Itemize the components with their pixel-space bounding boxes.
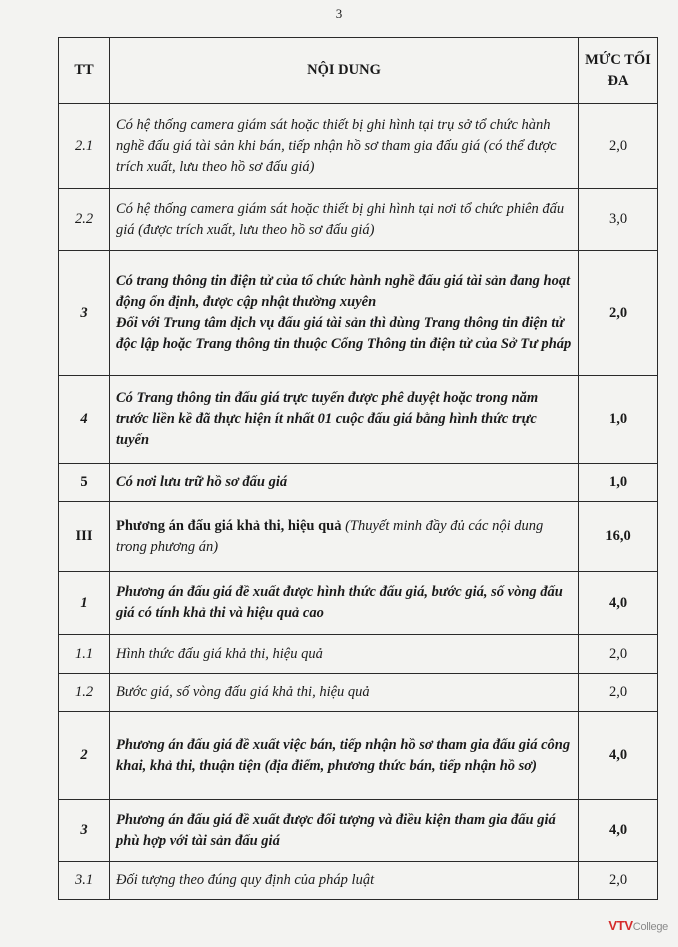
table-row [59,104,658,189]
row-content: Phương án đấu giá đề xuất được đối tượng và điều kiện tham gia đấu giá phù hợp với tài sản đấu giá [110,800,579,862]
row-score: 2,0 [579,251,658,376]
table-row [59,189,658,251]
row-tt: III [59,502,110,572]
row-content: Có Trang thông tin đấu giá trực tuyến được phê duyệt hoặc trong năm trước liền kề đã thực hiện ít nhất 01 cuộc đấu giá bằng hình thức trực tuyến [110,376,579,464]
header-content: NỘI DUNG [110,38,579,104]
row-tt: 3 [59,251,110,376]
row-content-note: (Thuyết minh đầy đủ các nội dung trong phương án) [116,517,544,555]
table-header-row [59,38,658,104]
row-score: 2,0 [579,635,658,674]
row-tt: 2 [59,712,110,800]
table-row [59,572,658,635]
row-tt: 3.1 [59,862,110,900]
row-score: 2,0 [579,674,658,712]
table-row [59,862,658,900]
row-tt: 4 [59,376,110,464]
row-content: Có nơi lưu trữ hồ sơ đấu giá [110,464,579,502]
row-content: Phương án đấu giá đề xuất việc bán, tiếp nhận hồ sơ tham gia đấu giá công khai, khả thi, thuận tiện (địa điểm, phương thức bán, tiếp nhận hồ sơ) [110,712,579,800]
row-tt: 1 [59,572,110,635]
table-row [59,674,658,712]
row-score: 4,0 [579,712,658,800]
page-number: 3 [335,6,343,21]
row-score: 1,0 [579,376,658,464]
row-content: Có hệ thống camera giám sát hoặc thiết bị ghi hình tại trụ sở tổ chức hành nghề đấu giá tài sản khi bán, tiếp nhận hồ sơ tham gia đấu giá (có thể được trích xuất, lưu theo hồ sơ đấu giá) [110,104,579,189]
row-content [110,251,579,376]
row-score: 16,0 [579,502,658,572]
row-content-line: Đối với Trung tâm dịch vụ đấu giá tài sản thì dùng Trang thông tin điện tử độc lập hoặc Trang thông tin thuộc Cổng Thông tin điện tử của Sở Tư pháp [116,315,572,352]
row-tt: 3 [59,800,110,862]
row-content-line: Có trang thông tin điện tử của tổ chức hành nghề đấu giá tài sản đang hoạt động ổn định, được cập nhật thường xuyên [116,273,571,310]
row-score: 3,0 [579,189,658,251]
header-max: MỨC TỐI ĐA [579,38,658,104]
table-row [59,464,658,502]
row-content: Có hệ thống camera giám sát hoặc thiết bị ghi hình tại nơi tổ chức phiên đấu giá (được trích xuất, lưu theo hồ sơ đấu giá) [110,189,579,251]
row-content-title: Phương án đấu giá khả thi, hiệu quả [116,517,342,534]
row-tt: 1.1 [59,635,110,674]
row-tt: 1.2 [59,674,110,712]
row-content [110,502,579,572]
logo-text-vtv: VTV [608,918,633,933]
table-row [59,502,658,572]
row-score: 4,0 [579,572,658,635]
row-content: Bước giá, số vòng đấu giá khả thi, hiệu quả [110,674,579,712]
row-tt: 5 [59,464,110,502]
criteria-table [58,37,658,900]
row-content: Đối tượng theo đúng quy định của pháp luật [110,862,579,900]
row-score: 2,0 [579,862,658,900]
logo-text-college: College [632,921,668,933]
row-content: Phương án đấu giá đề xuất được hình thức đấu giá, bước giá, số vòng đấu giá có tính khả thi và hiệu quả cao [110,572,579,635]
table-row [59,800,658,862]
row-content: Hình thức đấu giá khả thi, hiệu quả [110,635,579,674]
table-row [59,376,658,464]
table-row [59,635,658,674]
row-score: 2,0 [579,104,658,189]
table-row [59,251,658,376]
table-row [59,712,658,800]
row-tt: 2.2 [59,189,110,251]
vtv-college-logo [608,918,668,933]
row-score: 4,0 [579,800,658,862]
row-score: 1,0 [579,464,658,502]
row-tt: 2.1 [59,104,110,189]
header-tt: TT [59,38,110,104]
